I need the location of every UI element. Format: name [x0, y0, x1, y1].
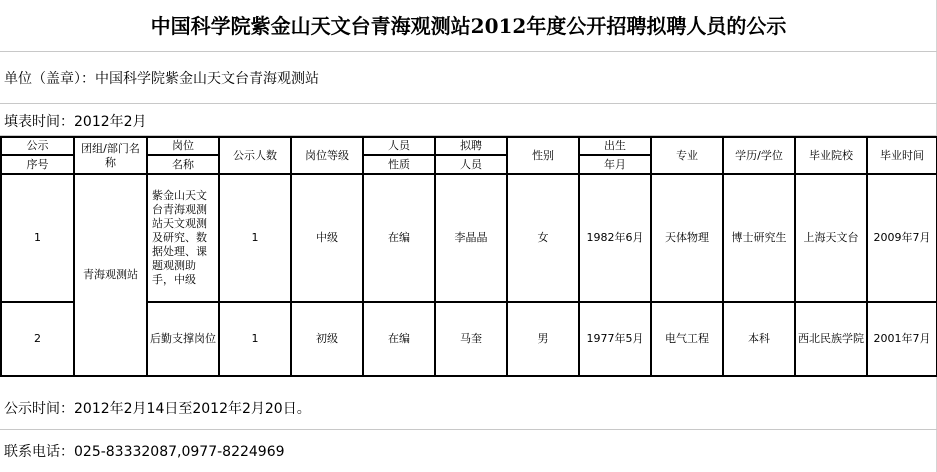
cell-seq: 2 [1, 302, 74, 376]
cell-staff: 在编 [363, 174, 435, 302]
cell-count: 1 [219, 174, 291, 302]
cell-birth: 1977年5月 [579, 302, 651, 376]
fill-date-text: 填表时间：2012年2月 [4, 114, 147, 130]
header-birth-bottom: 年月 [579, 155, 651, 174]
header-school: 毕业院校 [795, 137, 867, 174]
header-post-top: 岗位 [147, 137, 219, 155]
cell-degree: 博士研究生 [723, 174, 795, 302]
cell-major: 天体物理 [651, 174, 723, 302]
header-level: 岗位等级 [291, 137, 363, 174]
header-post-bottom: 名称 [147, 155, 219, 174]
header-birth-top: 出生 [579, 137, 651, 155]
fill-date-row [0, 104, 937, 136]
cell-post: 后勤支撑岗位 [147, 302, 219, 376]
cell-birth: 1982年6月 [579, 174, 651, 302]
publish-period-row [0, 386, 937, 430]
cell-school: 上海天文台 [795, 174, 867, 302]
cell-staff: 在编 [363, 302, 435, 376]
page-title: 中国科学院紫金山天文台青海观测站2012年度公开招聘拟聘人员的公示 [0, 0, 937, 52]
unit-text: 单位（盖章）：中国科学院紫金山天文台青海观测站 [4, 71, 319, 87]
header-gender: 性别 [507, 137, 579, 174]
header-hire-bottom: 人员 [435, 155, 507, 174]
cell-level: 中级 [291, 174, 363, 302]
cell-post: 紫金山天文台青海观测站天文观测及研究、数据处理、课题观测助手，中级 [147, 174, 219, 302]
header-dept: 团组/部门名称 [74, 137, 147, 174]
header-count: 公示人数 [219, 137, 291, 174]
cell-level: 初级 [291, 302, 363, 376]
header-row-top [1, 137, 937, 155]
cell-name: 马奎 [435, 302, 507, 376]
header-staff-bottom: 性质 [363, 155, 435, 174]
header-staff-top: 人员 [363, 137, 435, 155]
cell-seq: 1 [1, 174, 74, 302]
contact-row [0, 430, 937, 472]
header-degree: 学历/学位 [723, 137, 795, 174]
contact-text: 联系电话：025-83332087,0977-8224969 [4, 444, 285, 460]
cell-count: 1 [219, 302, 291, 376]
cell-grad: 2009年7月 [867, 174, 937, 302]
cell-gender: 男 [507, 302, 579, 376]
header-hire-top: 拟聘 [435, 137, 507, 155]
header-seq-bottom: 序号 [1, 155, 74, 174]
header-grad-time: 毕业时间 [867, 137, 937, 174]
unit-row [0, 52, 937, 104]
cell-major: 电气工程 [651, 302, 723, 376]
header-seq-top: 公示 [1, 137, 74, 155]
table-row [1, 174, 937, 302]
cell-name: 李晶晶 [435, 174, 507, 302]
recruit-table [0, 136, 937, 377]
cell-grad: 2001年7月 [867, 302, 937, 376]
publish-period-text: 公示时间：2012年2月14日至2012年2月20日。 [4, 401, 311, 417]
header-major: 专业 [651, 137, 723, 174]
cell-gender: 女 [507, 174, 579, 302]
cell-school: 西北民族学院 [795, 302, 867, 376]
cell-dept: 青海观测站 [74, 174, 147, 376]
cell-degree: 本科 [723, 302, 795, 376]
